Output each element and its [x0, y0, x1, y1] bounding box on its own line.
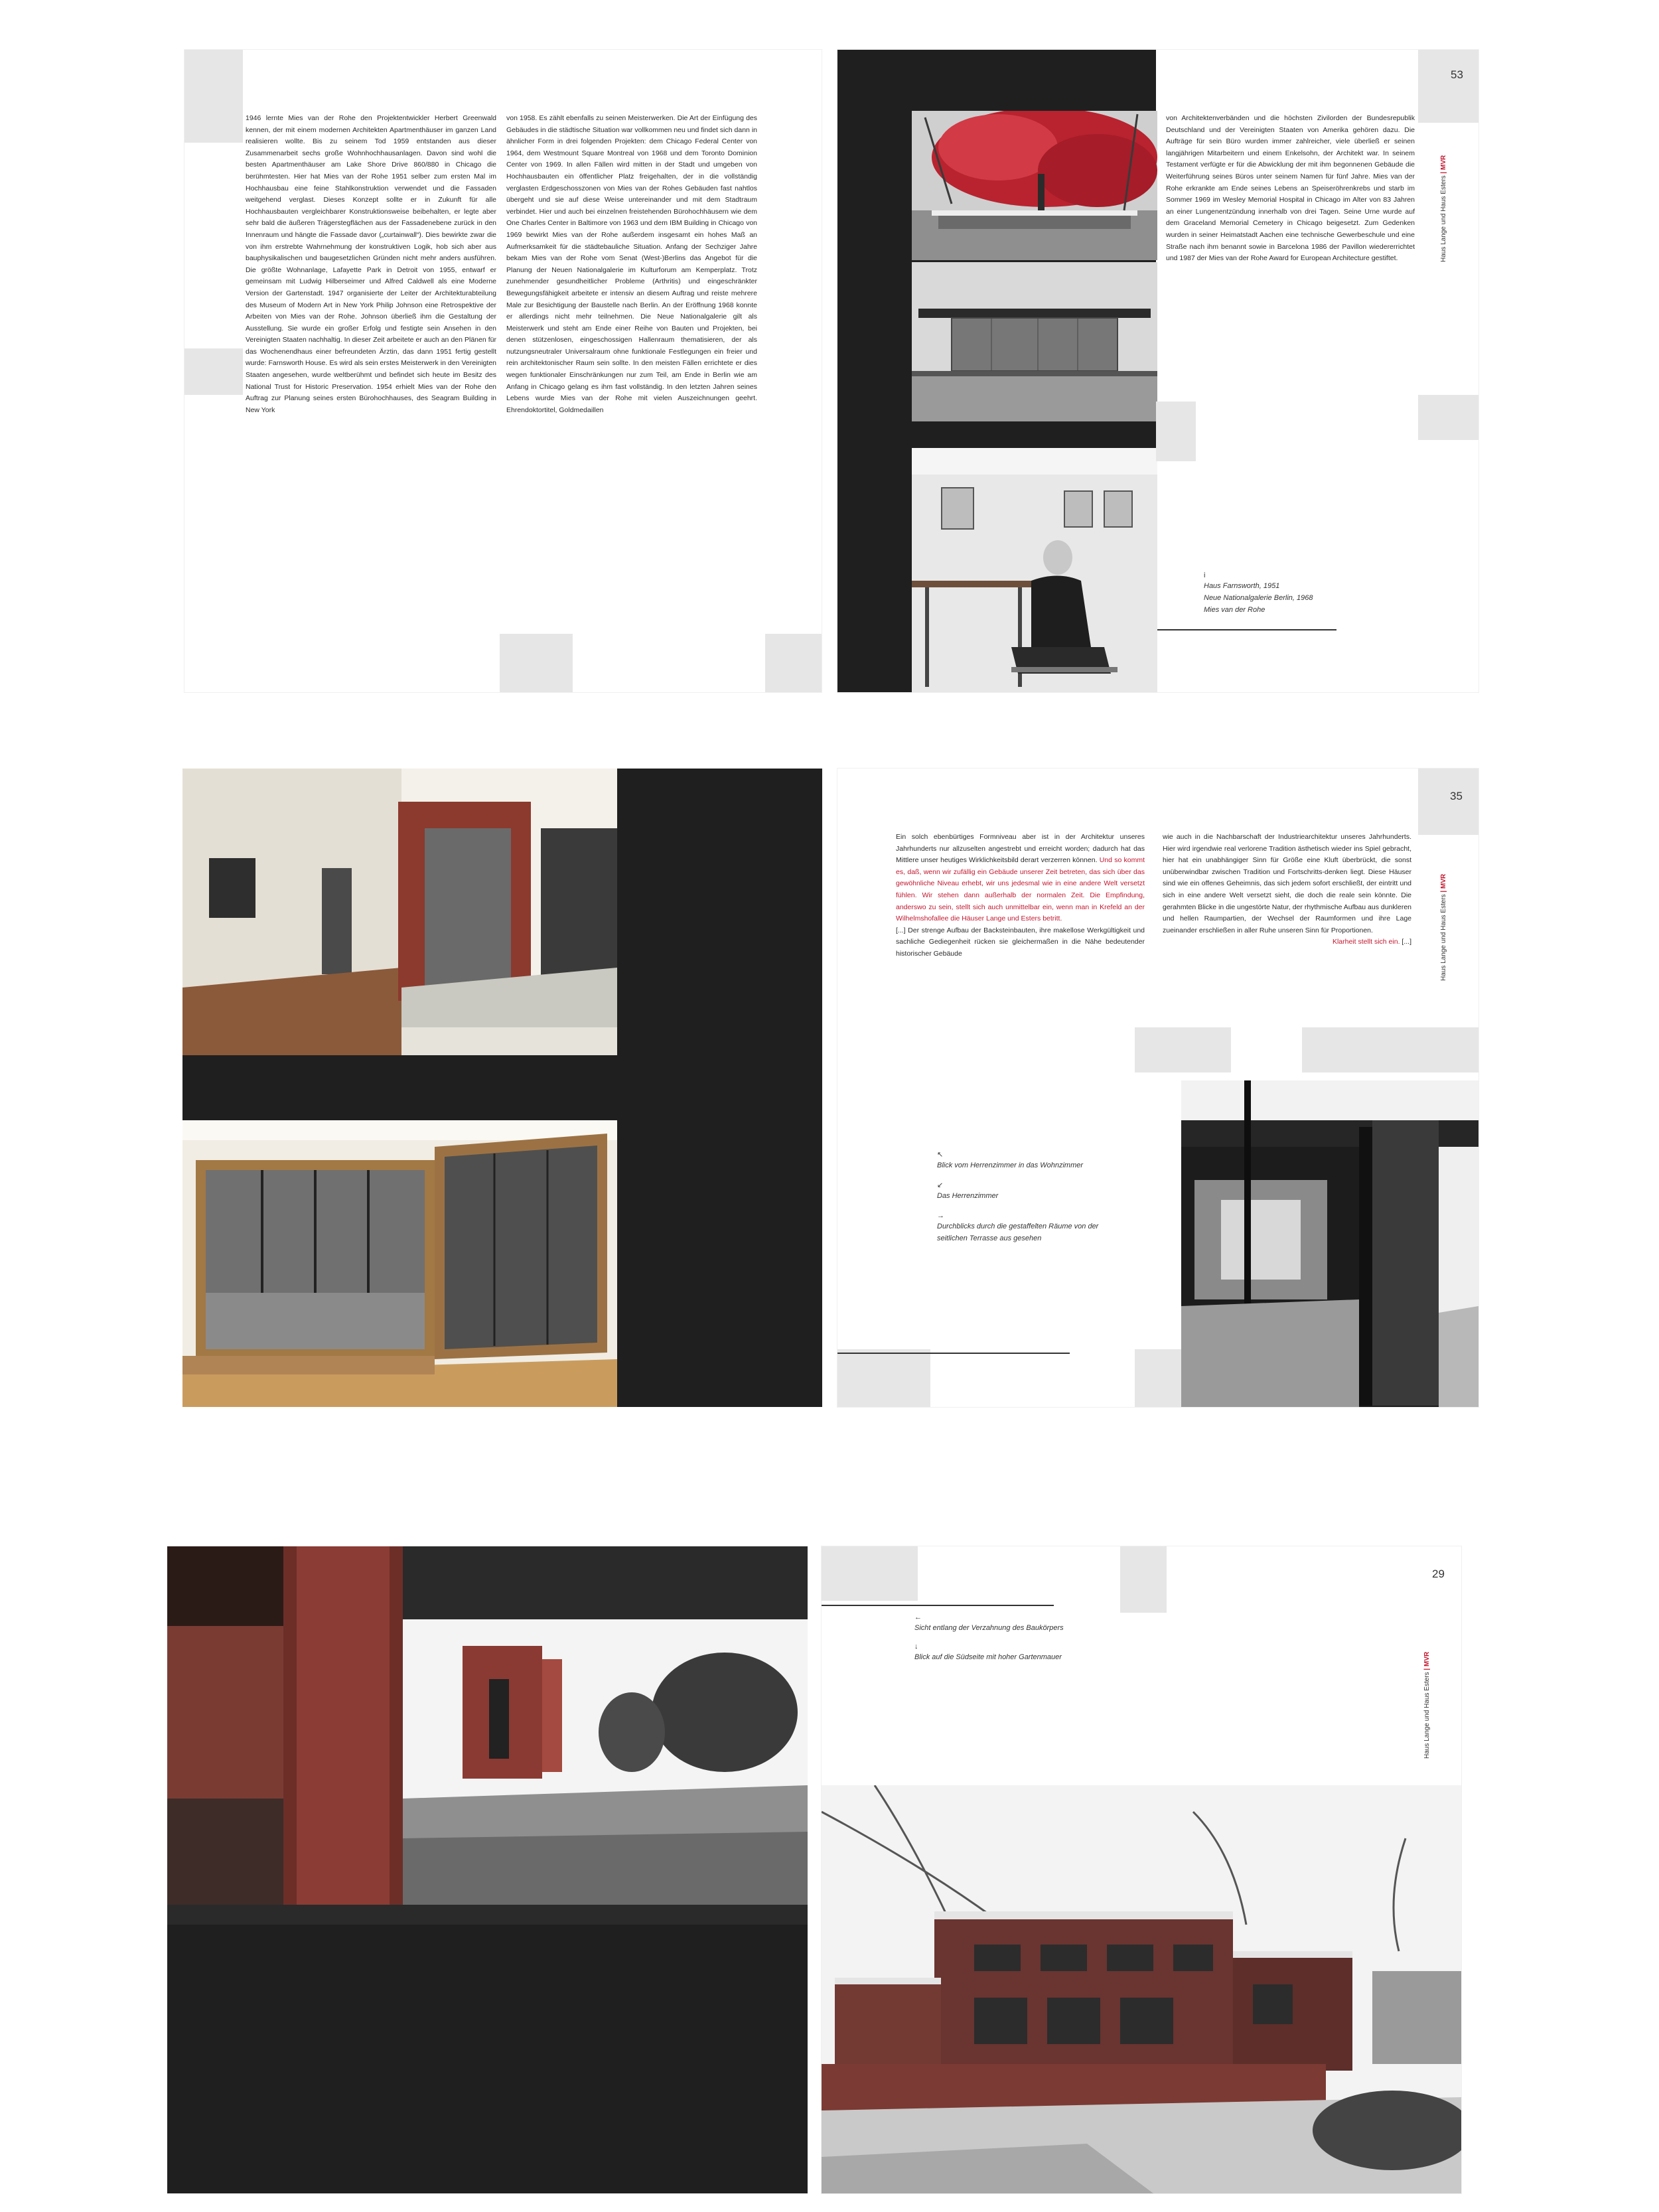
- caption-2: [914, 1642, 1074, 1663]
- photo-captions: [937, 1150, 1110, 1244]
- body-text-column-1: [896, 832, 1145, 960]
- caption-line-1: Haus Farnsworth, 1951: [1204, 582, 1280, 590]
- intro-text: Ein solch ebenbürtiges Formniveau aber ist in der Architektur unseres Jahrhunderts nur allzuselten angestrebt und erreicht worden; dadurch hat das Mittlere unser heutiges Wirklichkeitsbild derart verzerren können.: [896, 833, 1145, 865]
- caption-marker: ←: [914, 1613, 922, 1621]
- gray-square: [1135, 1349, 1181, 1407]
- page-number: 29: [1432, 1568, 1445, 1580]
- page-number: 35: [1450, 790, 1463, 802]
- gray-square: [500, 634, 573, 692]
- gray-square: [1120, 1546, 1167, 1613]
- running-head: Haus Lange und Haus Esters | MVR: [1423, 1651, 1431, 1759]
- caption-marker: ↓: [914, 1643, 918, 1651]
- spread1-right-page: [837, 50, 1479, 692]
- running-head-title: Haus Lange und Haus Esters: [1440, 175, 1447, 262]
- gray-square: [184, 50, 243, 143]
- caption-text: Blick vom Herrenzimmer in das Wohnzimmer: [937, 1161, 1084, 1169]
- caption-text: Durchblicks durch die gestaffelten Räume von der seitlichen Terrasse aus gesehen: [937, 1222, 1099, 1242]
- photo-caption: [1204, 571, 1390, 616]
- photo-haus-lange-south-facade: [822, 1785, 1461, 2193]
- caption-text: Blick auf die Südseite mit hoher Gartenmauer: [914, 1653, 1062, 1661]
- photo-mies-portrait: [912, 448, 1157, 692]
- photo-neue-nationalgalerie: [912, 262, 1157, 421]
- spread1-left-page: [184, 50, 822, 692]
- highlight-quote-end: Klarheit stellt sich ein.: [1332, 938, 1400, 946]
- gray-square: [822, 1546, 918, 1601]
- caption-2: [937, 1181, 1110, 1202]
- gray-square: [1418, 50, 1479, 123]
- gray-square: [837, 1349, 930, 1407]
- caption-marker: i: [1204, 571, 1206, 579]
- caption-marker: ↙: [937, 1181, 944, 1189]
- highlight-quote: Und so kommt es, daß, wenn wir zufällig ein Gebäude unserer Zeit betreten, das sich über das gewöhnliche Niveau erhebt, wir uns jedesmal wie in eine andere Welt versetzt fühlen. Wir stehen dann außerhalb der normalen Zeit. Die Empfindung, anderswo zu sein, stellt sich auch unmittelbar ein, wenn man in Krefeld an der Wilhelmshofallee die Häuser Lange und Esters betritt.: [896, 856, 1145, 923]
- caption-3: [937, 1211, 1110, 1244]
- photo-terrace-view: [1181, 1080, 1479, 1407]
- gray-square: [1135, 1027, 1231, 1072]
- caption-marker: ↖: [937, 1151, 944, 1159]
- ellipsis: [...]: [1402, 938, 1411, 946]
- body-text-column-2: von 1958. Es zählt ebenfalls zu seinen Meisterwerken. Die Art der Einfügung des Gebäudes in die städtische Situation war vollkommen neu und findet sich dann in ähnlicher Form in drei folgenden Projekten: dem Chicago Federal Center von 1964, dem Westmount Square Montreal von 1968 und dem Toronto Dominion Center von 1969. In allen Fällen wird mitten in der Stadt und umgeben von Hochhausbauten ein öffentlicher Platz freigehalten, der in die vollständig verglasten Erdgeschosszonen von Mies van der Rohes Gebäuden fast nahtlos übergeht und sie auf diese Weise untereinander und mit dem Stadtraum verbindet. Hier und auch bei einzelnen freistehenden Bürohochhäusern wie dem One Charles Center in Baltimore von 1963 und dem IBM Building in Chicago von 1969 bewirkt Mies van der Rohe außerdem insgesamt ein hohes Maß an Aufmerksamkeit für die städtebauliche Situation. Anfang der Sechziger Jahre bekam Mies van der Rohe vom Senat (West-)Berlins das Angebot für die Planung der Neuen Nationalgalerie im Kulturforum am Kemperplatz. Trotz zunehmender gesundheitlicher Probleme (Arthritis) und eingeschränkter Bewegungsfähigkeit arbeitete er intensiv an diesem Auftrag und reiste mehrere Male zur Besichtigung der Baustelle nach Berlin. An der Eröffnung 1968 konnte er allerdings nicht mehr teilnehmen. Die Neue Nationalgalerie gilt als Meisterwerk und steht am Ende einer Reihe von Bauten und Projekten, bei denen stützenlosen, eingeschossigen Hallenraum thematisieren, der als nutzungsneutraler Universalraum ohne funktionale Festlegungen ein freier und rein architektonischer Raum sein sollte. In den meisten Fällen errichtete er dies wegen funktionaler Einschränkungen nur zum Teil, am Ende in Berlin wie am Anfang in Chicago gelang es ihm fast vollständig. In den letzten Jahren seines Lebens wurde Mies van der Rohe mit vielen Auszeichnungen geehrt. Ehrendoktortitel, Goldmedaillen: [506, 114, 757, 414]
- caption-rule: [837, 1353, 1070, 1354]
- gray-square: [1418, 769, 1479, 835]
- body-text-column-2: [1163, 832, 1411, 948]
- running-head: Haus Lange und Haus Esters | MVR: [1440, 155, 1447, 262]
- running-head: Haus Lange und Haus Esters | MVR: [1440, 873, 1447, 981]
- photo-brick-pier-garden: [167, 1546, 808, 1925]
- caption-1: [914, 1613, 1074, 1634]
- spread2-right-page: [837, 769, 1479, 1407]
- spread2-left-page: [182, 769, 822, 1407]
- caption-marker: →: [937, 1212, 944, 1220]
- page-number: 53: [1451, 68, 1463, 81]
- caption-line-3: Mies van der Rohe: [1204, 606, 1265, 614]
- gray-square: [184, 348, 243, 395]
- caption-text: Sicht entlang der Verzahnung des Baukörpers: [914, 1624, 1064, 1632]
- body-text-column-1: 1946 lernte Mies van der Rohe den Projektentwickler Herbert Greenwald kennen, der mit einem modernen Architekten Apartmenthäuser im ganzen Land realisieren wollte. Bis zu seinem Tod 1959 entstanden aus dieser Zusammenarbeit sechs große Wohnhochhausanlagen. Davon sind wohl die besten Apartmenthäuser am Lake Shore Drive 860/880 in Chicago die berühmtesten. Hier hat Mies van der Rohe 1951 selber zum ersten Mal im Hochhausbau eine feine Stahlkonstruktion verwendet und die Fassaden weitgehend verglast. Dieses Konzept sollte er in Zukunft für alle Hochhausbauten vergleichbarer Konstruktionsweise beibehalten, er legte aber sehr bald die äußeren Trägerstegflächen aus der Fassadenebene zurück in den Innenraum und hängte die Fassade davor („curtainwall“). Dies bewirkte zwar die von ihm erstrebte Wahrnehmung der konstruktiven Logik, hob sich aber aus bauphysikalischen und baugesetzlichen Gründen nicht mehr anders ausführen. Die größte Wohnanlage, Lafayette Park in Detroit von 1955, entwarf er gemeinsam mit Ludwig Hilberseimer und Alfred Caldwell als eine Moderne Version der Gartenstadt. 1947 organisierte der Leiter der Architekturabteilung des Museum of Modern Art in New York Philip Johnson eine Retrospektive der Arbeiten von Mies van der Rohe. Johnson überließ ihm die Gestaltung der Ausstellung. Sie wurde ein großer Erfolg und festigte sein Ansehen in den Vereinigten Staaten nachhaltig. In dieser Zeit arbeitete er auch an den Plänen für das Wochenendhaus einer befreundeten Ärztin, das dann 1951 fertig gestellt wurde: Farnsworth House. Es wird als sein erstes Meisterwerk in den Vereinigten Staaten angesehen, wurde weltberühmt und befindet sich heute im Besitz des National Trust for Historic Preservation. 1954 erhielt Mies van der Rohe den Auftrag zur Planung seines ersten Bürohochhauses, des Seagram Building in New York: [246, 114, 496, 414]
- running-head-mark: MVR: [1423, 1651, 1431, 1666]
- photo-living-room-view: [182, 769, 617, 1055]
- body-text-column-3: von Architektenverbänden und die höchsten Zivilorden der Bundesrepublik Deutschland und der Vereinigten Staaten von Amerika gehören dazu. Die Aufträge für sein Büro wurden immer zahlreicher, viele überließ er seinen langjährigen Mitarbeitern und einem Enkelsohn, der Architekt war. In seinem Testament verfügte er für die Abwicklung der mit ihm begonnenen Gebäude die Weiterführung seines Büros unter seinem Namen für fünf Jahre. Mies van der Rohe erkrankte am Ende seines Lebens an Speiseröhrenkrebs und starb im Sommer 1969 im Wesley Memorial Hospital in Chicago im Alter von 83 Jahren an einer Lungenentzündung innerhalb von drei Tagen. Seine Urne wurde auf dem Graceland Memorial Cemetery in Chicago beigesetzt. Zum Gedenken wurden in seiner Heimatstadt Aachen eine technische Gewerbeschule und eine Straße nach ihm benannt sowie in Barcelona 1986 der Pavillon wiedererrichtet und 1987 der Mies van der Rohe Award for European Architecture gestiftet.: [1166, 114, 1415, 263]
- spread3-left-page: [167, 1546, 808, 2193]
- gray-square: [1156, 402, 1196, 461]
- running-head-title: Haus Lange und Haus Esters: [1423, 1672, 1431, 1759]
- photo-herrenzimmer: [182, 1120, 617, 1407]
- spread-1: [0, 0, 1659, 703]
- running-head-mark: MVR: [1440, 873, 1447, 889]
- caption-text: Das Herrenzimmer: [937, 1192, 999, 1200]
- running-head-mark: MVR: [1440, 155, 1447, 170]
- running-head-title: Haus Lange und Haus Esters: [1440, 894, 1447, 981]
- continuation-text: [...] Der strenge Aufbau der Backsteinbauten, ihre makellose Werkgültigkeit und sachliche Gediegenheit rücken sie gleichermaßen in die Nähe bedeutender historischer Gebäude: [896, 926, 1145, 958]
- caption-line-2: Neue Nationalgalerie Berlin, 1968: [1204, 594, 1313, 602]
- body-text: wie auch in die Nachbarschaft der Industriearchitektur unseres Jahrhunderts. Hier wird irgendwie real verlorene Tradition ästhetisch wieder ins Spiel gebracht, hier hat ein unabhängiger Sinn für Größe eine Kluft überbrückt, die sonst unüberwindbar zwischen Tradition und Fortschritts-denken liegt. Diese Häuser sind wie ein offenes Geheimnis, das sich jedem sofort erschließt, der eintritt und sich in eine andere Welt versetzt sieht, die doch die reale sein könnte. Die gerahmten Blicke in die ungestörte Natur, der rhythmische Aufbau aus dunkleren und hellen Raumpartien, der Wechsel der Raumformen und ihre Lage zueinander erschließen in aller Ruhe unseren Sinn für Proportionen.: [1163, 833, 1411, 934]
- photo-captions: [914, 1613, 1074, 1663]
- gray-square: [1302, 1027, 1479, 1072]
- gray-square: [1418, 395, 1479, 440]
- photo-farnsworth-red-tree: [912, 111, 1157, 260]
- spread3-right-page: [822, 1546, 1461, 2193]
- caption-1: [937, 1150, 1110, 1171]
- gray-square: [765, 634, 822, 692]
- caption-rule: [822, 1605, 1054, 1606]
- caption-rule: [1157, 629, 1336, 630]
- spread-2: [0, 763, 1659, 1427]
- spread-3: [0, 1540, 1659, 2212]
